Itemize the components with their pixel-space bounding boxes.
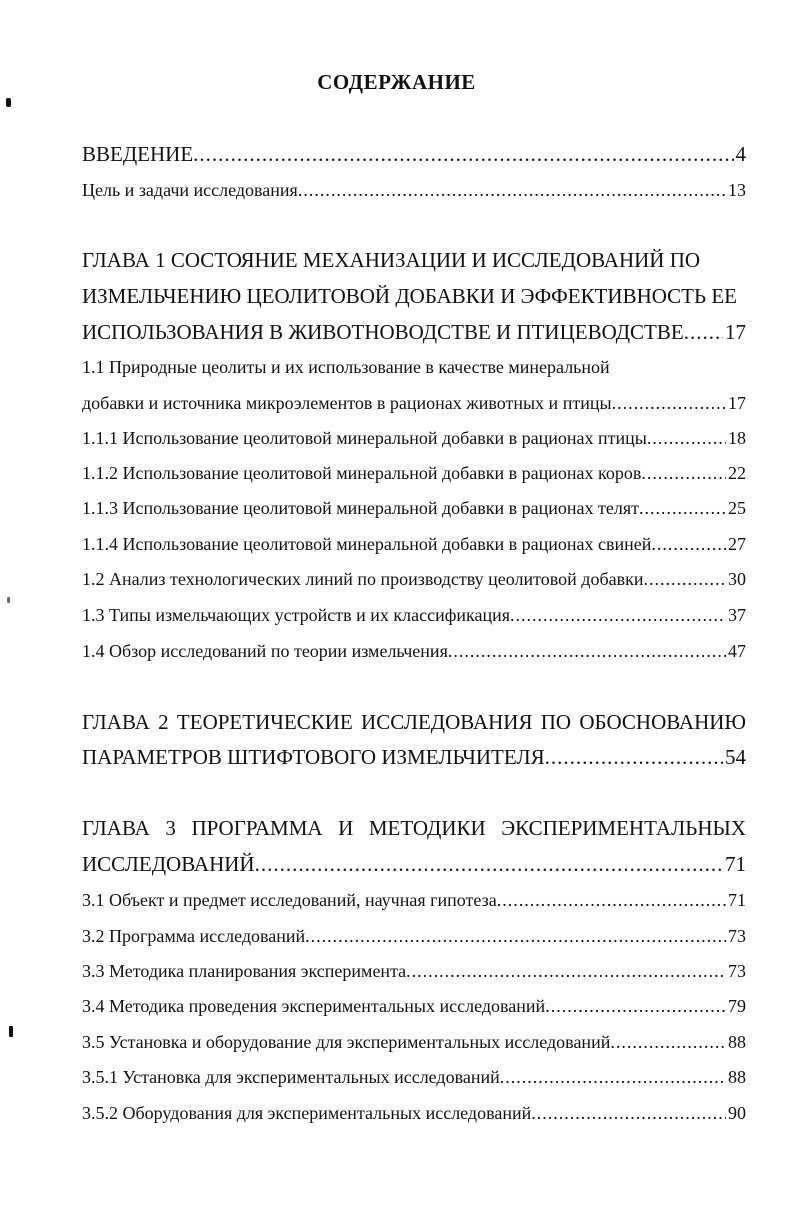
dot-leader bbox=[193, 142, 733, 167]
chapter3-word: МЕТОДИКИ bbox=[368, 816, 486, 840]
toc-chapter2-line1: ГЛАВА 2 ТЕОРЕТИЧЕСКИЕ ИССЛЕДОВАНИЯ ПО ОБОСНОВАНИЮ bbox=[82, 710, 746, 734]
chapter3-word: ЭКСПЕРИМЕНТАЛЬНЫХ bbox=[501, 816, 746, 840]
scan-speck bbox=[7, 597, 10, 603]
toc-entry-text: 1.2 Анализ технологических линий по производству цеолитовой добавки bbox=[82, 569, 644, 589]
toc-page-number: 13 bbox=[728, 180, 746, 200]
toc-entry-1-1-2 bbox=[82, 463, 746, 484]
toc-page-number: 4 bbox=[735, 142, 746, 166]
toc-entry-1-1-3 bbox=[82, 498, 746, 519]
toc-entry-text: 1.4 Обзор исследований по теории измельчения bbox=[82, 641, 448, 661]
toc-page-number: 25 bbox=[728, 498, 746, 518]
toc-chapter1-line2: ИЗМЕЛЬЧЕНИЮ ЦЕОЛИТОВОЙ ДОБАВКИ И ЭФФЕКТИВНОСТЬ ЕЕ bbox=[82, 284, 737, 308]
toc-page-number: 71 bbox=[728, 890, 746, 910]
dot-leader bbox=[497, 890, 726, 911]
scan-speck bbox=[9, 1026, 13, 1037]
toc-chapter2-line2 bbox=[82, 745, 746, 770]
dot-leader bbox=[545, 996, 726, 1017]
scan-speck bbox=[6, 98, 11, 107]
toc-entry-text: 3.1 Объект и предмет исследований, научная гипотеза bbox=[82, 890, 497, 910]
toc-entry-introduction bbox=[82, 142, 746, 167]
toc-entry-3-2 bbox=[82, 926, 746, 947]
toc-entry-1-1-line1: 1.1 Природные цеолиты и их использование в качестве минеральной bbox=[82, 357, 610, 377]
toc-entry-text: ПАРАМЕТРОВ ШТИФТОВОГО ИЗМЕЛЬЧИТЕЛЯ bbox=[82, 745, 545, 769]
dot-leader bbox=[255, 852, 723, 877]
toc-page-number: 18 bbox=[728, 428, 746, 448]
toc-entry-text: ВВЕДЕНИЕ bbox=[82, 142, 194, 166]
toc-chapter3-line1 bbox=[82, 816, 746, 841]
toc-entry-1-2 bbox=[82, 569, 746, 590]
toc-entry-1-3 bbox=[82, 605, 746, 626]
toc-page-number: 88 bbox=[728, 1032, 746, 1052]
dot-leader bbox=[531, 1103, 726, 1124]
toc-page-number: 73 bbox=[728, 961, 746, 981]
toc-page-number: 88 bbox=[728, 1067, 746, 1087]
dot-leader bbox=[500, 1067, 726, 1088]
toc-page-number: 71 bbox=[725, 852, 746, 876]
toc-entry-text: добавки и источника микроэлементов в рационах животных и птицы bbox=[82, 393, 612, 413]
toc-entry-1-1-line2 bbox=[82, 393, 746, 414]
toc-entry-text: 1.1.1 Использование цеолитовой минеральной добавки в рационах птицы bbox=[82, 428, 647, 448]
toc-page-number: 17 bbox=[725, 320, 746, 344]
dot-leader bbox=[305, 926, 726, 947]
dot-leader bbox=[448, 641, 726, 662]
toc-page-number: 79 bbox=[728, 996, 746, 1016]
toc-entry-3-5-1 bbox=[82, 1067, 746, 1088]
toc-page-number: 90 bbox=[728, 1103, 746, 1123]
toc-entry-goals bbox=[82, 180, 746, 201]
toc-chapter1-line3 bbox=[82, 320, 746, 345]
chapter3-word: ГЛАВА bbox=[82, 816, 150, 840]
toc-entry-text: 3.5 Установка и оборудование для экспериментальных исследований bbox=[82, 1032, 611, 1052]
toc-page-number: 22 bbox=[728, 463, 746, 483]
toc-entry-3-5-2 bbox=[82, 1103, 746, 1124]
toc-entry-text: ИССЛЕДОВАНИЙ bbox=[82, 852, 255, 876]
dot-leader bbox=[545, 745, 723, 770]
dot-leader bbox=[643, 569, 726, 590]
toc-entry-text: 1.3 Типы измельчающих устройств и их классификация bbox=[82, 605, 511, 625]
toc-page-number: 30 bbox=[728, 569, 746, 589]
dot-leader bbox=[610, 1032, 726, 1053]
toc-chapter1-line1: ГЛАВА 1 СОСТОЯНИЕ МЕХАНИЗАЦИИ И ИССЛЕДОВАНИЙ ПО bbox=[82, 248, 701, 272]
dot-leader bbox=[639, 498, 726, 519]
toc-entry-text: 3.4 Методика проведения экспериментальных исследований bbox=[82, 996, 546, 1016]
toc-entry-text: 3.2 Программа исследований bbox=[82, 926, 306, 946]
toc-entry-text: ИСПОЛЬЗОВАНИЯ В ЖИВОТНОВОДСТВЕ И ПТИЦЕВОДСТВЕ bbox=[82, 320, 684, 344]
toc-page-number: 17 bbox=[728, 393, 746, 413]
toc-entry-text: 3.5.2 Оборудования для экспериментальных исследований bbox=[82, 1103, 532, 1123]
toc-entry-3-4 bbox=[82, 996, 746, 1017]
dot-leader bbox=[510, 605, 726, 626]
toc-entry-text: 1.1.3 Использование цеолитовой минеральной добавки в рационах телят bbox=[82, 498, 640, 518]
chapter3-word: 3 bbox=[165, 816, 176, 840]
toc-entry-3-5 bbox=[82, 1032, 746, 1053]
toc-entry-3-1 bbox=[82, 890, 746, 911]
dot-leader bbox=[406, 961, 726, 982]
page-title: СОДЕРЖАНИЕ bbox=[317, 70, 476, 94]
chapter3-word: И bbox=[338, 816, 354, 840]
toc-entry-1-1-4 bbox=[82, 534, 746, 555]
toc-entry-text: 3.5.1 Установка для экспериментальных исследований bbox=[82, 1067, 500, 1087]
toc-chapter3-line2 bbox=[82, 852, 746, 877]
toc-entry-1-1-1 bbox=[82, 428, 746, 449]
dot-leader bbox=[647, 428, 726, 449]
toc-entry-text: 1.1.2 Использование цеолитовой минеральной добавки в рационах коров bbox=[82, 463, 642, 483]
dot-leader bbox=[612, 393, 726, 414]
toc-entry-text: 1.1.4 Использование цеолитовой минеральной добавки в рационах свиней bbox=[82, 534, 652, 554]
toc-page-number: 47 bbox=[728, 641, 746, 661]
toc-page-number: 54 bbox=[725, 745, 746, 769]
dot-leader bbox=[641, 463, 726, 484]
toc-page-number: 27 bbox=[728, 534, 746, 554]
dot-leader bbox=[298, 180, 726, 201]
toc-entry-text: 3.3 Методика планирования эксперимента bbox=[82, 961, 407, 981]
toc-entry-1-4 bbox=[82, 641, 746, 662]
toc-entry-3-3 bbox=[82, 961, 746, 982]
toc-page-number: 37 bbox=[728, 605, 746, 625]
toc-entry-text: Цель и задачи исследования bbox=[82, 180, 298, 200]
chapter3-word: ПРОГРАММА bbox=[191, 816, 323, 840]
dot-leader bbox=[684, 320, 723, 345]
dot-leader bbox=[651, 534, 726, 555]
toc-page-number: 73 bbox=[728, 926, 746, 946]
